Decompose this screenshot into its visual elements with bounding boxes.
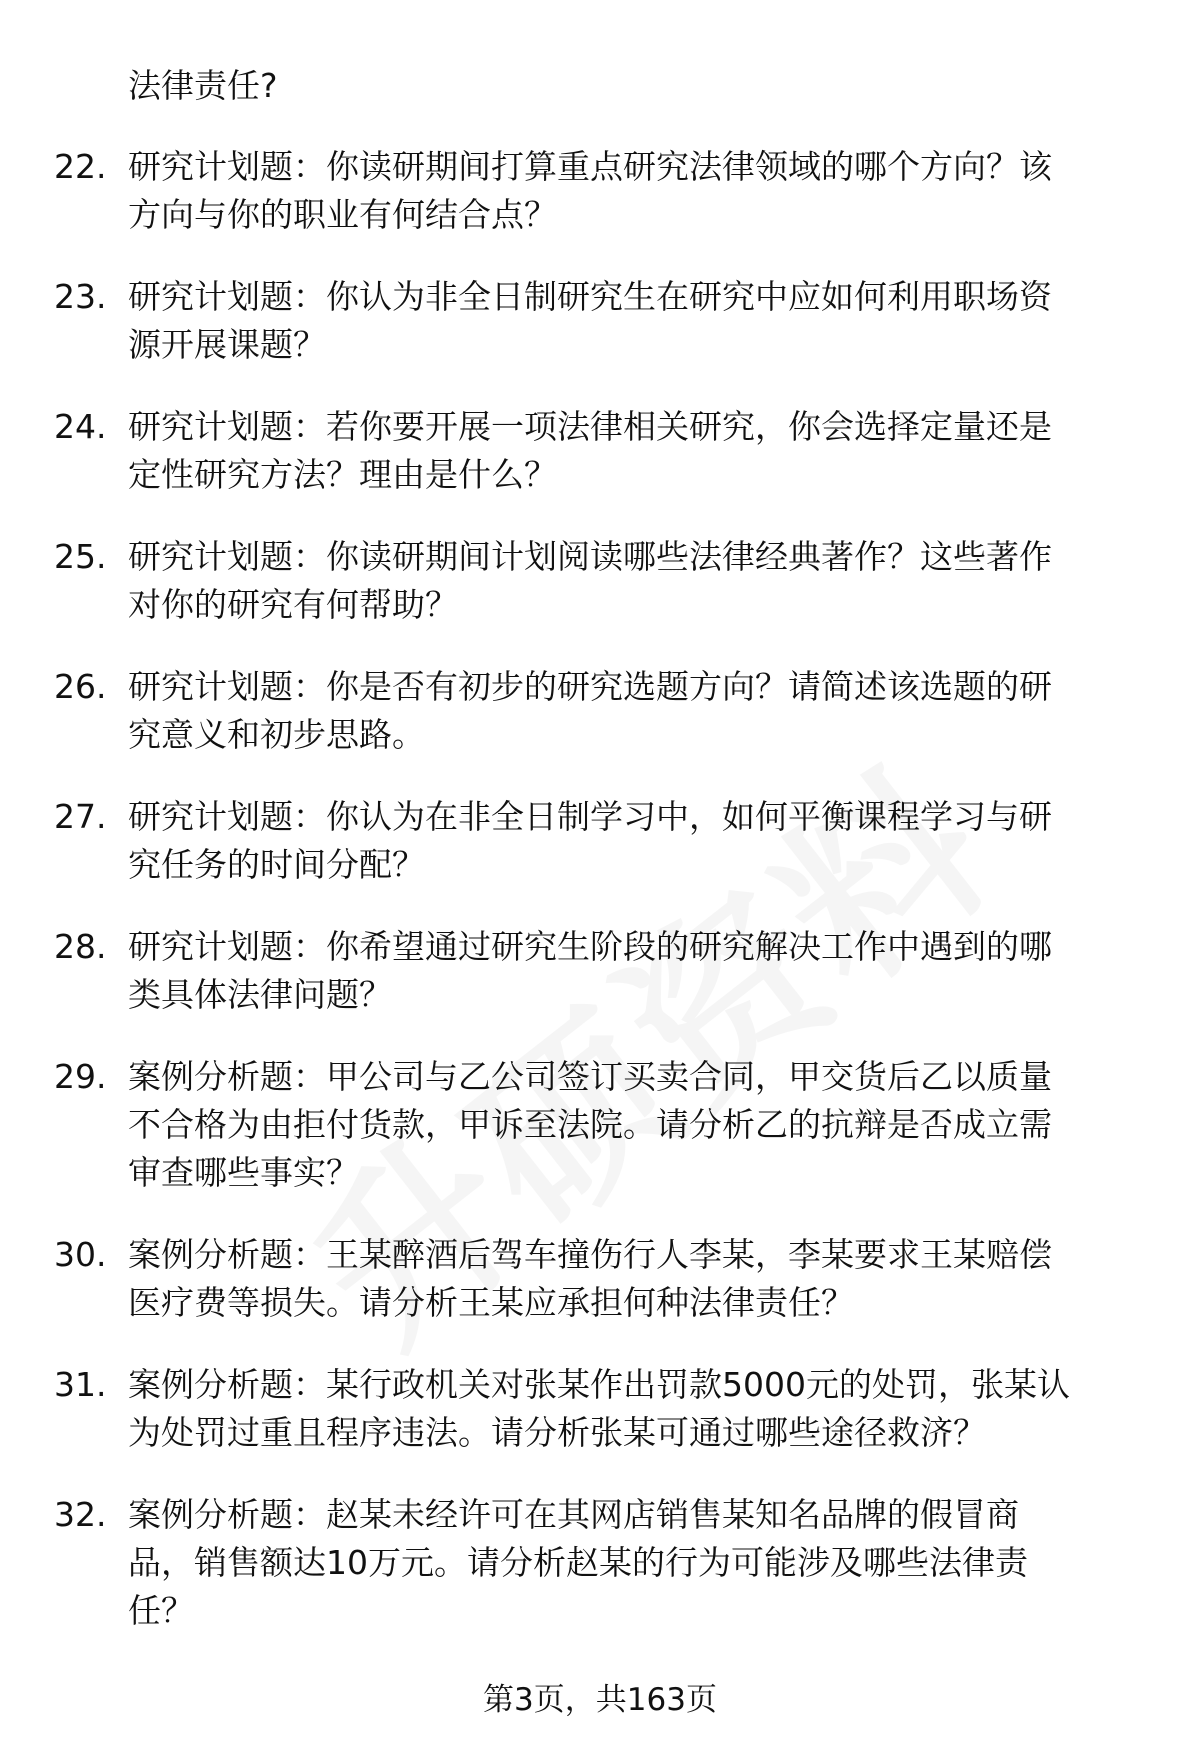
question-number: 24. bbox=[54, 407, 107, 446]
question-item bbox=[0, 1361, 1148, 1457]
question-text: 案例分析题：赵某未经许可在其网店销售某知名品牌的假冒商 品，销售额达10万元。请分析赵某的行为可能涉及哪些法律责 任？ bbox=[128, 1495, 1028, 1630]
question-text: 研究计划题：若你要开展一项法律相关研究，你会选择定量还是 定性研究方法？理由是什么？ bbox=[128, 407, 1052, 494]
question-number: 22. bbox=[54, 147, 107, 186]
question-text: 研究计划题：你希望通过研究生阶段的研究解决工作中遇到的哪 类具体法律问题？ bbox=[128, 927, 1052, 1014]
question-number: 27. bbox=[54, 797, 107, 836]
question-item bbox=[0, 403, 1148, 499]
question-number: 25. bbox=[54, 537, 107, 576]
question-item bbox=[0, 273, 1148, 369]
question-item bbox=[0, 663, 1148, 759]
question-number: 23. bbox=[54, 277, 107, 316]
question-item bbox=[0, 533, 1148, 629]
question-number: 30. bbox=[54, 1235, 107, 1274]
question-item bbox=[0, 923, 1148, 1019]
question-number: 31. bbox=[54, 1365, 107, 1404]
question-text: 案例分析题：甲公司与乙公司签订买卖合同，甲交货后乙以质量 不合格为由拒付货款，甲诉至法院。请分析乙的抗辩是否成立需 审查哪些事实？ bbox=[128, 1057, 1052, 1192]
question-number: 32. bbox=[54, 1495, 107, 1534]
question-number: 29. bbox=[54, 1057, 107, 1096]
question-number: 26. bbox=[54, 667, 107, 706]
question-text: 案例分析题：王某醉酒后驾车撞伤行人李某，李某要求王某赔偿 医疗费等损失。请分析王某应承担何种法律责任？ bbox=[128, 1235, 1052, 1322]
question-item bbox=[0, 1053, 1148, 1197]
question-text: 案例分析题：某行政机关对张某作出罚款5000元的处罚，张某认 为处罚过重且程序违法。请分析张某可通过哪些途径救济？ bbox=[128, 1365, 1070, 1452]
question-text: 研究计划题：你是否有初步的研究选题方向？请简述该选题的研 究意义和初步思路。 bbox=[128, 667, 1052, 754]
question-item bbox=[0, 1491, 1148, 1635]
question-item bbox=[0, 1231, 1148, 1327]
question-text: 研究计划题：你读研期间打算重点研究法律领域的哪个方向？该 方向与你的职业有何结合点？ bbox=[128, 147, 1052, 234]
page-footer: 第3页，共163页 bbox=[483, 1682, 717, 1718]
question-number: 28. bbox=[54, 927, 107, 966]
question-text: 研究计划题：你认为非全日制研究生在研究中应如何利用职场资 源开展课题？ bbox=[128, 277, 1052, 364]
continuation-text: 法律责任? bbox=[128, 66, 278, 105]
question-list bbox=[0, 143, 1200, 1669]
question-text: 研究计划题：你读研期间计划阅读哪些法律经典著作？这些著作 对你的研究有何帮助？ bbox=[128, 537, 1052, 624]
question-text: 研究计划题：你认为在非全日制学习中，如何平衡课程学习与研 究任务的时间分配？ bbox=[128, 797, 1052, 884]
question-item bbox=[0, 143, 1148, 239]
question-item bbox=[0, 793, 1148, 889]
